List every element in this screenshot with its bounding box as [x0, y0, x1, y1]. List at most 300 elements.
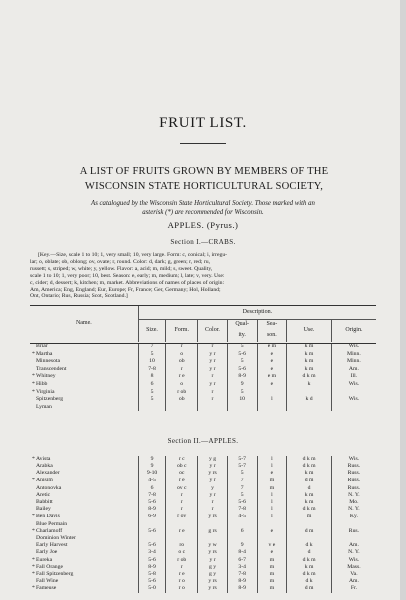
season-cell: [257, 404, 287, 412]
variety-name: [30, 564, 138, 571]
variety-name-text: Fameuse: [36, 585, 57, 592]
quality-cell: 7-8: [227, 506, 257, 513]
season-cell: l: [257, 492, 287, 499]
note-line-1: As catalogued by the Wisconsin State Horticultural Society. Those marked with an: [91, 200, 315, 207]
variety-name-text: Lyman: [36, 403, 52, 410]
size-cell: 9: [138, 463, 166, 470]
apples-title: APPLES. (Pyrus.): [167, 220, 239, 230]
page-title: FRUIT LIST.: [159, 115, 247, 131]
color-cell: y r: [198, 366, 228, 374]
color-cell: r: [198, 389, 228, 397]
variety-name: [30, 456, 138, 463]
recommended-mark: *: [32, 585, 35, 592]
quality-cell: [227, 404, 257, 412]
season-cell: m: [257, 571, 287, 578]
origin-cell: N. Y.: [331, 506, 376, 513]
origin-cell: Wis.: [331, 396, 376, 404]
quality-cell: 5-6: [227, 499, 257, 506]
form-cell: ob: [166, 358, 198, 366]
color-cell: y rs: [198, 585, 228, 592]
table-row: [30, 571, 376, 578]
use-cell: [287, 535, 332, 542]
table-row: [30, 535, 376, 542]
variety-name-text: Bailey: [36, 506, 51, 513]
form-cell: r e: [166, 373, 198, 381]
form-cell: r: [166, 506, 198, 513]
table-row: [30, 528, 376, 535]
color-cell: y r: [198, 351, 228, 359]
size-cell: 3-4: [138, 549, 166, 556]
heading-line-1: A LIST OF FRUITS GROWN BY MEMBERS OF THE: [79, 166, 329, 177]
quality-cell: 7-8: [227, 571, 257, 578]
origin-cell: N. Y.: [331, 492, 376, 499]
color-header: Color.: [198, 320, 228, 342]
size-cell: 5-6: [138, 578, 166, 585]
variety-name-text: Aretic: [36, 491, 51, 498]
color-cell: r: [198, 373, 228, 381]
variety-name-text: Anisim: [36, 477, 53, 484]
form-cell: r c: [166, 456, 198, 463]
origin-cell: Minn.: [331, 351, 376, 359]
recommended-mark: *: [32, 373, 35, 380]
variety-name-text: Fall Wine: [36, 578, 59, 585]
variety-name-text: Early Harvest: [36, 542, 68, 549]
color-cell: y g: [198, 456, 228, 463]
use-cell: k d: [287, 396, 332, 404]
origin-cell: [331, 389, 376, 397]
origin-cell: Va.: [331, 571, 376, 578]
variety-name-text: Alexander: [36, 470, 60, 477]
key-line: [Key.—Size, scale 1 to 10; 1, very small; 10, very large. Form: c, conical; i, irregu-: [38, 252, 228, 258]
color-cell: y r: [198, 478, 228, 485]
variety-name: [30, 535, 138, 542]
quality-cell: 10: [227, 396, 257, 404]
variety-name: [30, 485, 138, 492]
form-cell: o: [166, 381, 198, 389]
table-row: [30, 557, 376, 564]
form-cell: ob: [166, 396, 198, 404]
origin-cell: N. Y.: [331, 549, 376, 556]
size-cell: 5-6: [138, 499, 166, 506]
variety-name: [30, 373, 138, 381]
season-cell: e: [257, 381, 287, 389]
origin-cell: Ky.: [331, 514, 376, 521]
season-cell: l: [257, 396, 287, 404]
origin-cell: Minn.: [331, 358, 376, 366]
season-cell: m: [257, 585, 287, 592]
variety-name-text: Avista: [36, 456, 51, 462]
color-cell: y r: [198, 358, 228, 366]
form-cell: [166, 535, 198, 542]
origin-cell: [331, 404, 376, 412]
size-cell: 7: [138, 343, 166, 351]
form-cell: r ov: [166, 514, 198, 521]
form-cell: r: [166, 366, 198, 374]
variety-name: [30, 343, 138, 351]
season-cell: [257, 521, 287, 528]
table-row: [30, 564, 376, 571]
origin-cell: [331, 535, 376, 542]
color-cell: y w: [198, 542, 228, 549]
quality-cell: 7: [227, 485, 257, 492]
color-cell: y r: [198, 463, 228, 470]
season-cell: m: [257, 478, 287, 485]
size-cell: 5-6: [138, 528, 166, 535]
origin-cell: Mass.: [331, 564, 376, 571]
variety-name: [30, 542, 138, 549]
variety-name: [30, 492, 138, 499]
table-row: [30, 514, 376, 521]
use-cell: k m: [287, 564, 332, 571]
variety-name-text: Antonovka: [36, 484, 62, 491]
season-cell: l: [257, 456, 287, 463]
variety-name-text: Dominion Winter: [36, 535, 76, 541]
size-cell: 7-8: [138, 492, 166, 499]
quality-cell: 8-9: [227, 578, 257, 585]
table-row: [30, 549, 376, 556]
variety-name: [30, 557, 138, 564]
season-header-2: son.: [257, 330, 287, 342]
crabs-table: [30, 305, 376, 411]
use-cell: k m: [287, 470, 332, 477]
color-cell: r: [198, 506, 228, 513]
variety-name: [30, 571, 138, 578]
crabs-table-body: [30, 343, 376, 411]
table-row: [30, 585, 376, 592]
use-cell: d k m: [287, 463, 332, 470]
form-cell: r ob: [166, 389, 198, 397]
size-cell: 8-9: [138, 564, 166, 571]
quality-header: Qual-: [227, 320, 257, 330]
use-cell: d: [287, 549, 332, 556]
size-cell: 9-10: [138, 470, 166, 477]
color-cell: g y: [198, 564, 228, 571]
season-cell: e m: [257, 343, 287, 351]
quality-header-2: ity.: [227, 330, 257, 342]
quality-cell: 5-7: [227, 463, 257, 470]
season-header: Sea-: [257, 320, 287, 330]
size-cell: 6: [138, 485, 166, 492]
table-row: [30, 404, 376, 412]
recommended-mark: *: [32, 388, 35, 395]
use-cell: d k m: [287, 373, 332, 381]
season-cell: e: [257, 366, 287, 374]
form-cell: r: [166, 343, 198, 351]
quality-cell: 7: [227, 478, 257, 485]
apples-table: [30, 456, 376, 593]
variety-name-text: Ben Davis: [36, 513, 60, 520]
quality-cell: 4-5: [227, 514, 257, 521]
variety-name: [30, 396, 138, 404]
size-cell: 10: [138, 358, 166, 366]
table-row: [30, 358, 376, 366]
color-cell: r: [198, 343, 228, 351]
table-row: [30, 470, 376, 477]
season-cell: e m: [257, 373, 287, 381]
variety-name: [30, 478, 138, 485]
use-cell: d k m: [287, 571, 332, 578]
table-row: [30, 343, 376, 351]
table-row: [30, 506, 376, 513]
color-cell: [198, 521, 228, 528]
table-row: [30, 485, 376, 492]
note-line-2: asterisk (*) are recommended for Wisconsin.: [142, 209, 264, 216]
use-cell: [287, 404, 332, 412]
color-cell: r: [198, 499, 228, 506]
key-line: lar; o, oblate; ob, oblong; ov, ovate; r, round. Color: d, dark; g, green; r, red; ru,: [30, 258, 211, 265]
form-cell: r o: [166, 585, 198, 592]
color-cell: [198, 535, 228, 542]
key-line: Am, America; Eng, England; Eur, Europe; Fr, France; Ger, Germany; Hol, Holland;: [30, 286, 221, 293]
variety-name: [30, 389, 138, 397]
table-row: [30, 578, 376, 585]
variety-name-text: Fall Orange: [36, 563, 64, 570]
recommended-mark: *: [32, 456, 35, 462]
title-rule: [180, 143, 226, 144]
variety-name-text: Babbitt: [36, 499, 53, 506]
use-cell: d k: [287, 542, 332, 549]
form-cell: oc: [166, 470, 198, 477]
recommended-mark: *: [32, 527, 35, 534]
use-cell: k m: [287, 358, 332, 366]
origin-cell: Am.: [331, 578, 376, 585]
size-cell: 7-8: [138, 366, 166, 374]
use-header: Use.: [287, 320, 332, 342]
color-cell: [198, 404, 228, 412]
use-cell: d k m: [287, 506, 332, 513]
season-cell: l: [257, 514, 287, 521]
variety-name-text: Whitney: [36, 373, 56, 380]
season-cell: e: [257, 470, 287, 477]
season-cell: e: [257, 358, 287, 366]
size-cell: 5: [138, 351, 166, 359]
variety-name: [30, 521, 138, 528]
size-cell: 4-5: [138, 478, 166, 485]
variety-name-text: Hibb: [36, 381, 48, 388]
form-cell: r e: [166, 571, 198, 578]
origin-header: Origin.: [331, 320, 376, 342]
key-line: scale 1 to 10; 1, very poor; 10, best. Season: e, early; m, medium; l, late; v, very. Use:: [30, 272, 225, 279]
table-row: [30, 499, 376, 506]
origin-cell: Am.: [331, 542, 376, 549]
use-cell: d m: [287, 585, 332, 592]
size-cell: 6: [138, 381, 166, 389]
quality-cell: [227, 521, 257, 528]
size-cell: 9: [138, 456, 166, 463]
color-cell: y r: [198, 381, 228, 389]
key-line: c, cider; d, dessert; k, kitchen; m, market. Abbreviations of names of places of origin:: [30, 279, 225, 286]
size-cell: 5-0: [138, 585, 166, 592]
use-cell: [287, 389, 332, 397]
variety-name: [30, 381, 138, 389]
section-2-title: Section II.—APPLES.: [167, 437, 239, 445]
variety-name-text: Charlamoff: [36, 527, 63, 534]
quality-cell: 5: [227, 343, 257, 351]
use-cell: k m: [287, 492, 332, 499]
origin-cell: Wis.: [331, 381, 376, 389]
variety-name: [30, 351, 138, 359]
variety-name-text: Eureka: [36, 556, 53, 563]
key-line: russett; s, striped; w, white; y, yellow. Flavor: a, acid; m, mild; s, sweet. Quality,: [30, 265, 213, 272]
origin-cell: Fr.: [331, 585, 376, 592]
size-cell: 8: [138, 373, 166, 381]
origin-cell: Russ.: [331, 470, 376, 477]
recommended-mark: *: [32, 477, 35, 484]
form-cell: r e: [166, 528, 198, 535]
season-cell: e: [257, 528, 287, 535]
color-cell: y r: [198, 492, 228, 499]
catalogue-note: [30, 199, 376, 217]
section-1-title: Section I.—CRABS.: [170, 238, 236, 246]
variety-name: [30, 514, 138, 521]
use-cell: d k m: [287, 456, 332, 463]
season-cell: [257, 535, 287, 542]
heading-line-2: WISCONSIN STATE HORTICULTURAL SOCIETY,: [84, 181, 324, 192]
variety-name-text: Spitzenberg: [36, 396, 64, 403]
size-header: Size.: [138, 320, 166, 342]
table-row: [30, 389, 376, 397]
size-cell: 5-6: [138, 557, 166, 564]
apples-table-body: [30, 456, 376, 593]
variety-name-text: Fall Spitzenberg: [36, 571, 74, 577]
quality-cell: 8-9: [227, 585, 257, 592]
quality-cell: 5: [227, 389, 257, 397]
origin-cell: Wis.: [331, 557, 376, 564]
variety-name: [30, 499, 138, 506]
variety-name-text: Early Joe: [36, 549, 58, 556]
color-cell: y: [198, 485, 228, 492]
quality-cell: [227, 535, 257, 542]
table-row: [30, 463, 376, 470]
color-cell: y rs: [198, 578, 228, 585]
variety-name: [30, 358, 138, 366]
quality-cell: 5: [227, 470, 257, 477]
season-cell: e: [257, 351, 287, 359]
color-cell: y r: [198, 557, 228, 564]
name-header: Name.: [30, 306, 138, 342]
table-row: [30, 492, 376, 499]
origin-cell: Russ.: [331, 485, 376, 492]
form-cell: r o: [166, 578, 198, 585]
variety-name: [30, 463, 138, 470]
size-cell: 8-9: [138, 506, 166, 513]
quality-cell: 5: [227, 358, 257, 366]
use-cell: [287, 521, 332, 528]
season-cell: l: [257, 506, 287, 513]
variety-name-text: Blue Permain: [36, 520, 68, 527]
form-cell: r: [166, 492, 198, 499]
origin-cell: Ill.: [331, 373, 376, 381]
origin-cell: Wis.: [331, 343, 376, 351]
table-row: [30, 381, 376, 389]
variety-name: [30, 366, 138, 374]
season-cell: l: [257, 463, 287, 470]
variety-name-text: Briar: [36, 343, 48, 350]
origin-cell: Rus.: [331, 528, 376, 535]
use-cell: d m: [287, 528, 332, 535]
size-cell: 5: [138, 389, 166, 397]
quality-cell: 5-7: [227, 456, 257, 463]
use-cell: k m: [287, 366, 332, 374]
variety-name: [30, 470, 138, 477]
size-cell: [138, 535, 166, 542]
main-heading: [28, 164, 380, 194]
origin-cell: Russ.: [331, 478, 376, 485]
quality-cell: 5-6: [227, 366, 257, 374]
size-cell: 5-6: [138, 542, 166, 549]
variety-name: [30, 549, 138, 556]
use-cell: k m: [287, 499, 332, 506]
season-cell: l: [257, 499, 287, 506]
form-cell: r: [166, 564, 198, 571]
quality-cell: 8-4: [227, 549, 257, 556]
quality-cell: 8-9: [227, 373, 257, 381]
season-cell: m: [257, 564, 287, 571]
variety-name: [30, 585, 138, 592]
season-cell: m: [257, 578, 287, 585]
table-row: [30, 521, 376, 528]
season-cell: [257, 389, 287, 397]
variety-name: [30, 528, 138, 535]
variety-name-text: Transcendent: [36, 365, 67, 372]
season-cell: m: [257, 485, 287, 492]
recommended-mark: *: [32, 513, 35, 520]
description-header: Description.: [138, 306, 376, 320]
variety-name-text: Minnesota: [36, 358, 61, 365]
recommended-mark: *: [32, 571, 35, 577]
table-row: [30, 542, 376, 549]
variety-name-text: Arabka: [36, 463, 53, 470]
season-cell: m: [257, 557, 287, 564]
variety-name: [30, 506, 138, 513]
quality-cell: 6-7: [227, 557, 257, 564]
form-cell: r ob: [166, 557, 198, 564]
form-cell: ov c: [166, 485, 198, 492]
table-row: [30, 396, 376, 404]
key-line: Ont, Ontario; Rus, Russia; Scot, Scotland.]: [30, 293, 128, 300]
origin-cell: Russ.: [331, 463, 376, 470]
quality-cell: 3-4: [227, 564, 257, 571]
use-cell: d: [287, 485, 332, 492]
use-cell: m: [287, 514, 332, 521]
variety-name: [30, 404, 138, 412]
origin-cell: Am.: [331, 366, 376, 374]
form-cell: r: [166, 499, 198, 506]
recommended-mark: *: [32, 563, 35, 570]
quality-cell: 9: [227, 542, 257, 549]
recommended-mark: *: [32, 556, 35, 563]
table-row: [30, 366, 376, 374]
size-cell: [138, 404, 166, 412]
size-cell: 6-9: [138, 514, 166, 521]
size-cell: [138, 521, 166, 528]
key-legend: [30, 252, 376, 300]
season-cell: e: [257, 549, 287, 556]
origin-cell: Wis.: [331, 456, 376, 463]
origin-cell: Mo.: [331, 499, 376, 506]
use-cell: k: [287, 381, 332, 389]
color-cell: r: [198, 396, 228, 404]
use-cell: d k m: [287, 557, 332, 564]
size-cell: 5: [138, 396, 166, 404]
form-cell: o c: [166, 549, 198, 556]
color-cell: y rs: [198, 470, 228, 477]
use-cell: d k: [287, 578, 332, 585]
form-cell: ob c: [166, 463, 198, 470]
crabs-table-header: [30, 306, 376, 344]
form-cell: ro: [166, 542, 198, 549]
use-cell: k m: [287, 351, 332, 359]
